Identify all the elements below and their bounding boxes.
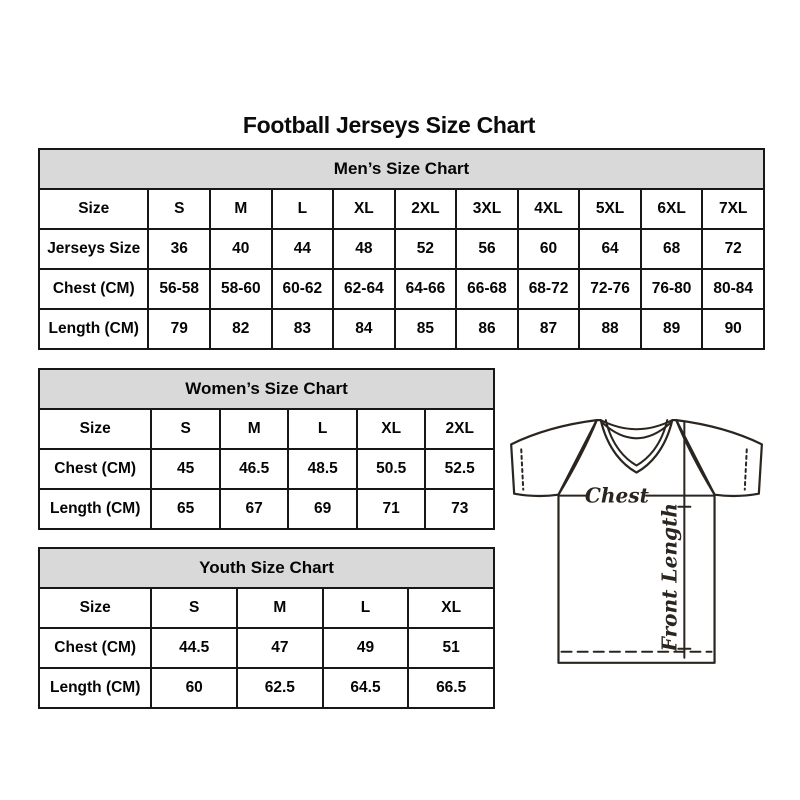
- collar-back-arc: [601, 420, 672, 429]
- row-header: Size: [39, 409, 151, 449]
- table-title-row: [39, 369, 494, 409]
- size-cell: 64-66: [395, 269, 457, 309]
- size-cell: 2XL: [395, 189, 457, 229]
- size-cell: 52: [395, 229, 457, 269]
- size-cell: 89: [641, 309, 703, 349]
- row-header: Length (CM): [39, 309, 148, 349]
- chest-label: Chest: [584, 483, 649, 508]
- table-title: Men’s Size Chart: [39, 149, 764, 189]
- size-cell: 62.5: [237, 668, 323, 708]
- size-cell: 36: [148, 229, 210, 269]
- size-cell: 86: [456, 309, 518, 349]
- size-cell: 66.5: [408, 668, 494, 708]
- row-header: Length (CM): [39, 668, 151, 708]
- row-header: Chest (CM): [39, 269, 148, 309]
- size-cell: 47: [237, 628, 323, 668]
- size-cell: 69: [288, 489, 357, 529]
- size-cell: 73: [425, 489, 494, 529]
- size-cell: 4XL: [518, 189, 580, 229]
- size-cell: 66-68: [456, 269, 518, 309]
- page-title: Football Jerseys Size Chart: [242, 112, 536, 139]
- table-row: [39, 588, 494, 628]
- size-cell: 62-64: [333, 269, 395, 309]
- size-cell: 45: [151, 449, 220, 489]
- table-row: [39, 409, 494, 449]
- size-cell: 56-58: [148, 269, 210, 309]
- size-cell: 3XL: [456, 189, 518, 229]
- size-cell: 87: [518, 309, 580, 349]
- size-cell: M: [220, 409, 289, 449]
- size-cell: 48: [333, 229, 395, 269]
- size-cell: 88: [579, 309, 641, 349]
- size-cell: 44: [272, 229, 334, 269]
- jersey-measurement-diagram: [488, 398, 780, 690]
- row-header: Chest (CM): [39, 449, 151, 489]
- size-cell: 60: [151, 668, 237, 708]
- size-cell: 6XL: [641, 189, 703, 229]
- size-cell: 49: [323, 628, 409, 668]
- size-cell: 48.5: [288, 449, 357, 489]
- size-cell: 68-72: [518, 269, 580, 309]
- row-header: Chest (CM): [39, 628, 151, 668]
- size-cell: M: [237, 588, 323, 628]
- table-title: Youth Size Chart: [39, 548, 494, 588]
- size-cell: 76-80: [641, 269, 703, 309]
- size-cell: 56: [456, 229, 518, 269]
- jersey-diagram-svg: [488, 398, 780, 690]
- table-row: [39, 269, 764, 309]
- size-cell: 71: [357, 489, 426, 529]
- size-cell: 44.5: [151, 628, 237, 668]
- size-cell: 72: [702, 229, 764, 269]
- size-cell: 52.5: [425, 449, 494, 489]
- size-cell: 40: [210, 229, 272, 269]
- table-row: [39, 449, 494, 489]
- row-header: Length (CM): [39, 489, 151, 529]
- size-cell: 64.5: [323, 668, 409, 708]
- size-cell: 46.5: [220, 449, 289, 489]
- front-length-label: Front Length: [657, 502, 682, 652]
- size-cell: 5XL: [579, 189, 641, 229]
- size-cell: 50.5: [357, 449, 426, 489]
- jersey-torso-outline: [558, 420, 714, 663]
- table-row: [39, 189, 764, 229]
- size-cell: 60-62: [272, 269, 334, 309]
- size-cell: 84: [333, 309, 395, 349]
- table-title-row: [39, 548, 494, 588]
- size-cell: 67: [220, 489, 289, 529]
- size-cell: 68: [641, 229, 703, 269]
- size-cell: XL: [408, 588, 494, 628]
- table-row: [39, 668, 494, 708]
- size-cell: 58-60: [210, 269, 272, 309]
- size-cell: 90: [702, 309, 764, 349]
- size-cell: 85: [395, 309, 457, 349]
- size-cell: 82: [210, 309, 272, 349]
- mens-size-table: [38, 148, 765, 350]
- size-cell: 60: [518, 229, 580, 269]
- size-cell: XL: [357, 409, 426, 449]
- size-cell: S: [151, 588, 237, 628]
- size-cell: 2XL: [425, 409, 494, 449]
- size-cell: XL: [333, 189, 395, 229]
- size-cell: S: [148, 189, 210, 229]
- size-cell: 65: [151, 489, 220, 529]
- table-row: [39, 628, 494, 668]
- row-header: Size: [39, 588, 151, 628]
- size-cell: 51: [408, 628, 494, 668]
- womens-size-table: [38, 368, 495, 530]
- size-cell: 80-84: [702, 269, 764, 309]
- size-cell: 72-76: [579, 269, 641, 309]
- table-row: [39, 489, 494, 529]
- size-cell: 83: [272, 309, 334, 349]
- youth-size-table: [38, 547, 495, 709]
- table-row: [39, 229, 764, 269]
- size-cell: 64: [579, 229, 641, 269]
- row-header: Jerseys Size: [39, 229, 148, 269]
- size-cell: M: [210, 189, 272, 229]
- table-row: [39, 309, 764, 349]
- size-cell: S: [151, 409, 220, 449]
- size-cell: L: [323, 588, 409, 628]
- table-title: Women’s Size Chart: [39, 369, 494, 409]
- table-title-row: [39, 149, 764, 189]
- size-cell: L: [272, 189, 334, 229]
- size-cell: 79: [148, 309, 210, 349]
- size-cell: 7XL: [702, 189, 764, 229]
- row-header: Size: [39, 189, 148, 229]
- size-cell: L: [288, 409, 357, 449]
